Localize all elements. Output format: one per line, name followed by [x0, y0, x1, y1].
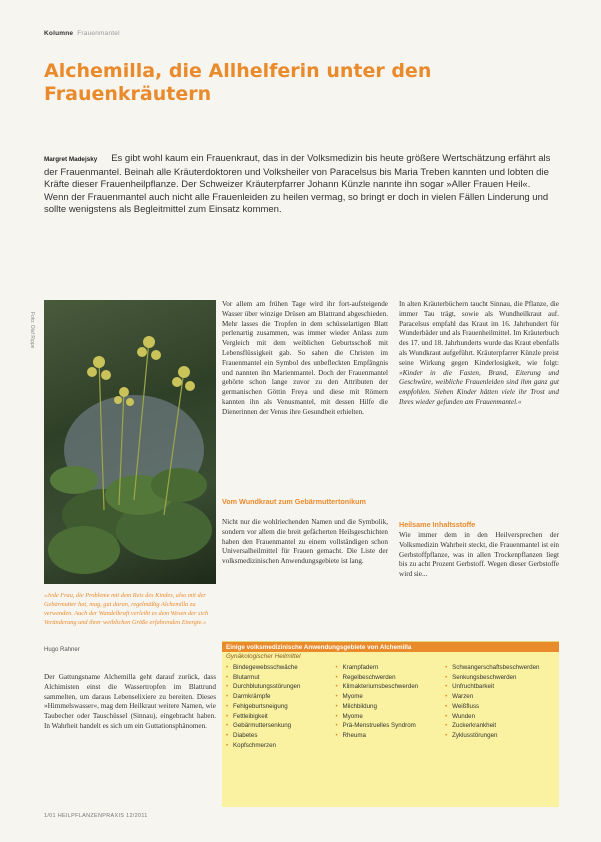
caption-source: Hugo Rahner — [44, 647, 80, 653]
column-1-bottom-text: Der Gattungsname Alchemilla geht darauf zurück, dass Alchimisten einst die Wassertropfen im Blattrund sammelten, um daraus Lebenselixiere zu bereiten. Dieses »Himmelswasser«, mag dem Heilkraut weitere Namen, wie Taubecher oder Tauschüssel (Sinnau), eingebracht haben. In Wahrheit handelt es sich um ein Guttationsphänomen. — [44, 673, 216, 730]
list-item: • Bindegewebsschwäche — [226, 663, 336, 673]
list-item: • Regelbeschwerden — [336, 673, 446, 683]
column-3-text: In alten Kräuterbüchern taucht Sinnau, die Pflanze, die immer Tau trägt, sowie als Wundheilkraut auf. Paracelsus empfahl das Kraut im 16. Jahrhundert für Wunderbäder und als Frauenheilmittel. Im Kräuterbuch des 17. und 18. Jahrhunderts wurde das Kraut ebenfalls als Wundkraut aufgeführt. Kräuterpfarrer Künzle preist seine Wirkung gegen Kinderlosigkeit, wie folgt: — [399, 300, 559, 367]
column-3 — [399, 300, 559, 408]
alchemilla-plant-image — [44, 300, 216, 584]
box-heading: Einige volksmedizinische Anwendungsgebiete von Alchemilla — [222, 642, 559, 652]
list-item: • Milchbildung — [336, 702, 446, 712]
article-title: Alchemilla, die Allhelferin unter den Frauenkräutern — [44, 60, 432, 105]
list-item: • Myome — [336, 712, 446, 722]
list-item: • Fettleibigkeit — [226, 712, 336, 722]
subhead-wundkraut: Vom Wundkraut zum Gebärmuttertonikum — [222, 497, 366, 506]
list-item: • Warzen — [445, 692, 555, 702]
rubric-sub: Frauenmantel — [77, 30, 120, 37]
list-item: • Durchblutungsstörungen — [226, 682, 336, 692]
subhead-inhaltsstoffe: Heilsame Inhaltsstoffe — [399, 520, 476, 529]
column-3-quote: »Kinder in die Fasten, Brand, Eiterung und Geschwüre, weibliche Frauenleiden sind ihm ganz gut empfohlen. Sieben Kinder hätten viele ihr Trost und Ihres wieder gefunden am Frauenmantel.« — [399, 368, 559, 406]
photo-credit: Foto: Olaf Rippe — [29, 312, 35, 349]
list-item: • Senkungsbeschwerden — [445, 673, 555, 683]
list-item: • Wunden — [445, 712, 555, 722]
box-subheading: Gynäkologischer Heilmittel — [226, 653, 301, 660]
list-item: • Kopfschmerzen — [226, 741, 336, 751]
list-item: • Zuckerkrankheit — [445, 721, 555, 731]
list-item: • Schwangerschaftsbeschwerden — [445, 663, 555, 673]
column-2-text: Vor allem am frühen Tage wird ihr fort-aufsteigende Wasser über winzige Drüsen am Blattrand abgeschieden. Mehr lasses die Tropfen in dem schüsselartigen Blatt perlenartig zusammen, was immer wieder Anlass zum Vergleich mit dem weiblichen Geburtsschoß mit Lebensflüssigkeit gab. So sahen die Christen im Frauenmantel ein Symbol des unbefleckten Empfängnis und nannten ihn Marienmantel. Doch der Frauenmantel gehörte schon lange zuvor zu den Attributen der germanischen Göttin Freya und diese mit Römern kannten ihn als Venusmantel, mit dessen Hilfe die Dienerinnen der Venus ihre Gesundheit erhielten. — [222, 300, 388, 416]
list-item: • Rheuma — [336, 731, 446, 741]
list-item: • Darmkrämpfe — [226, 692, 336, 702]
box-columns — [222, 663, 559, 750]
list-item: • Myome — [336, 692, 446, 702]
list-item: • Prä-Menstruelles Syndrom — [336, 721, 446, 731]
list-item: • Fehlgeburtsneigung — [226, 702, 336, 712]
list-item: • Zyklusstörungen — [445, 731, 555, 741]
author-name: Margret Madejsky — [44, 156, 98, 163]
list-item: • Blutarmut — [226, 673, 336, 683]
list-item: • Unfruchtbarkeit — [445, 682, 555, 692]
page-footer: 1/01 HEILPFLANZENPRAXIS 12/2011 — [44, 813, 148, 819]
box-list-1 — [226, 663, 336, 750]
column-2b-text: Nicht nur die wohlriechenden Namen und die Symbolik, sondern vor allem die breit gefächerten Heilsgeschichten haben den Frauenmantel zu einem vollständigen schon Universalheilmittel für Frauen gemacht. Die Liste der volksmedizinischen Anwendungsgebiete ist lang. — [222, 518, 388, 566]
box-list-2 — [336, 663, 446, 750]
rubric — [44, 30, 120, 37]
lead-paragraph — [44, 153, 556, 217]
list-item: • Krampfadern — [336, 663, 446, 673]
list-item: • Klimakteriumsbeschwerden — [336, 682, 446, 692]
photo-caption: »Jede Frau, die Probleme mit dem Reis des Kindes, also mit der Gebärmutter hat, mag, gut daran, regelmäßig Alchemilla zu verwenden. Auch der Wandelkraft verleiht es dem Wesen der sich Veränderung und ihrer weiblichen Größe erfahrenden Energie.« — [44, 592, 209, 626]
lead-text: Es gibt wohl kaum ein Frauenkraut, das in der Volksmedizin bis heute größere Wertschätzung erfährt als der Frauenmantel. Beinah alle Kräuterdoktoren und Volksheiler von Paracelsus bis Maria Treben kannten und lobten die Kräfte dieser Frauenheilpflanze. Der Schweizer Kräuterpfarrer Johann Künzle nannte ihn sogar »Aller Frauen Heil«. Wenn der Frauenmantel auch nicht alle Frauenleiden zu heilen vermag, so bringt er doch in vielen Fällen Linderung und sollte wenigstens als Begleitmittel zum Einsatz kommen. — [44, 153, 551, 216]
list-item: • Gebärmuttersenkung — [226, 721, 336, 731]
rubric-label: Kolumne — [44, 30, 74, 37]
list-item: • Weißfluss — [445, 702, 555, 712]
list-item: • Diabetes — [226, 731, 336, 741]
alchemilla-photo — [44, 300, 216, 584]
box-list-3 — [445, 663, 555, 750]
column-3b-text: Wie immer dem in den Heilversprechen der Volksmedizin Wahrheit steckt, die Frauenmantel ist ein Gerbstoffpflanze, was in allen Trockenpflanzen liegt bis zu acht Prozent Gerbstoff. Wegen dieser Gerbstoffe wird sie... — [399, 531, 559, 579]
indications-box — [222, 641, 559, 807]
